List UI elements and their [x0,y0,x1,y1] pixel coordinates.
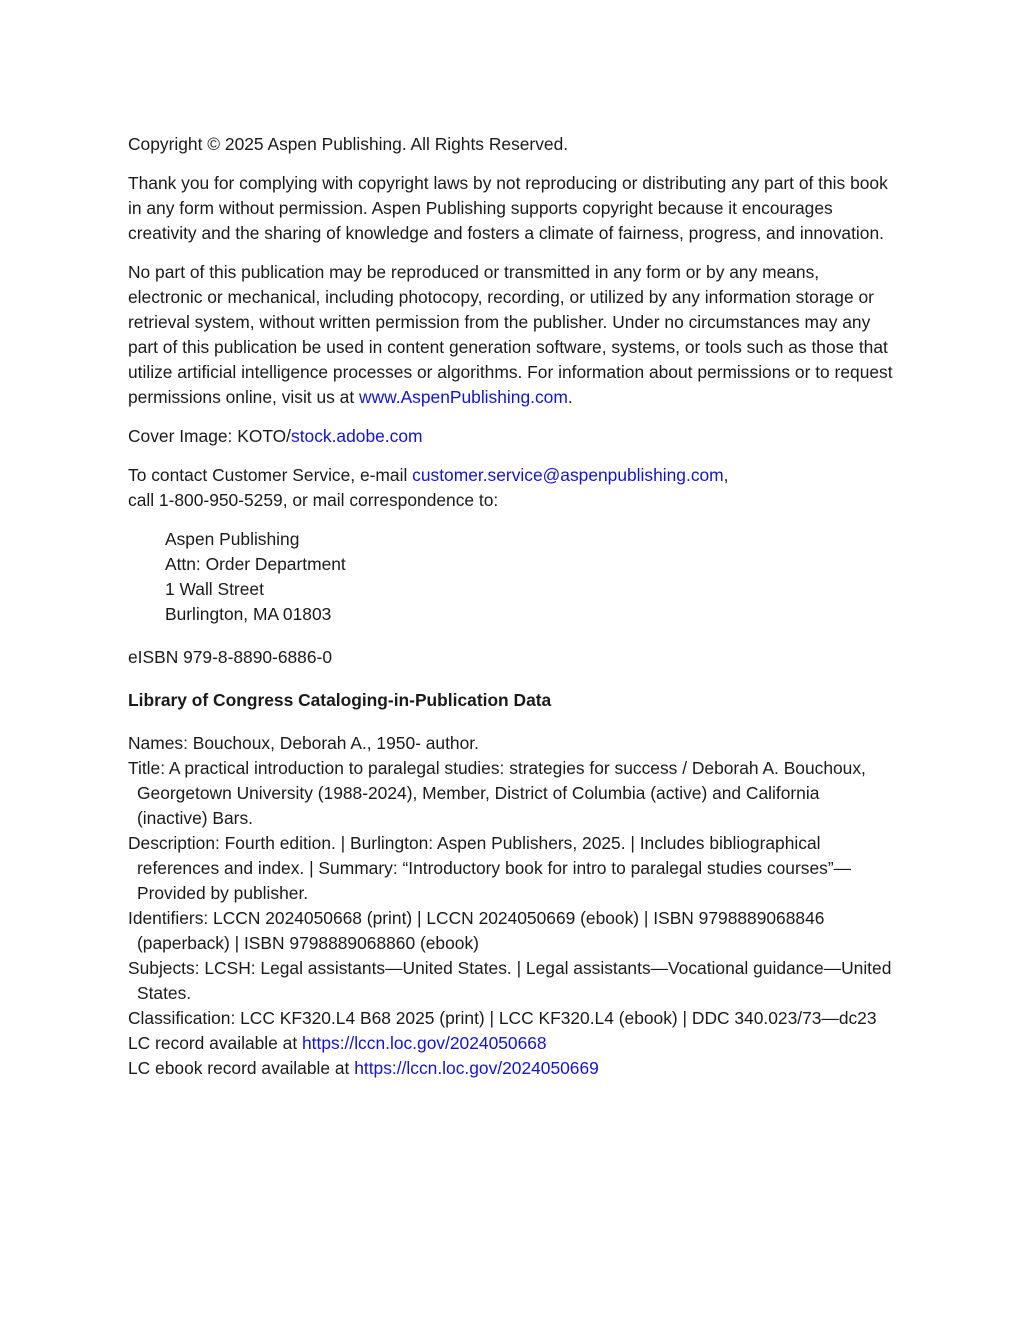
copyright-page [128,132,894,1081]
contact-prefix: To contact Customer Service, e-mail [128,465,413,485]
cover-credit-prefix: Cover Image: KOTO/ [128,426,292,446]
cip-title: Title: A practical introduction to paralegal studies: strategies for success / Deborah A. Bouchoux, Georgetown University (1988-2024), Member, District of Columbia (active) and California (inactive) Bars. [128,758,866,828]
cip-identifiers: Identifiers: LCCN 2024050668 (print) | LCCN 2024050669 (ebook) | ISBN 9798889068846 (paperback) | ISBN 9798889068860 (ebook) [128,908,825,953]
stock-adobe-link[interactable]: stock.adobe.com [291,426,423,446]
lc-ebook-record-link[interactable]: https://lccn.loc.gov/2024050669 [354,1058,599,1078]
copyright-line: Copyright © 2025 Aspen Publishing. All Rights Reserved. [128,134,569,154]
contact-comma: , [723,465,729,485]
cip-names: Names: Bouchoux, Deborah A., 1950- author. [128,733,479,753]
cip-lc-ebook-record [128,1056,894,1081]
cip-heading: Library of Congress Cataloging-in-Publication Data [128,690,552,710]
aspen-website-link[interactable]: www.AspenPublishing.com [359,387,568,407]
address-line: Aspen Publishing [165,529,300,549]
permissions-period: . [567,387,573,407]
address-line: 1 Wall Street [165,579,264,599]
cip-description: Description: Fourth edition. | Burlington: Aspen Publishers, 2025. | Includes bibliographical references and index. | Summary: “Introductory book for intro to paralegal studies courses”—Provided by publisher. [128,833,852,903]
cip-classification: Classification: LCC KF320.L4 B68 2025 (print) | LCC KF320.L4 (ebook) | DDC 340.023/73—dc23 [128,1008,877,1028]
cover-credit [128,424,894,449]
contact-paragraph [128,463,894,513]
lc-record-link[interactable]: https://lccn.loc.gov/2024050668 [302,1033,547,1053]
address-line: Burlington, MA 01803 [165,604,332,624]
contact-line-2: call 1-800-950-5259, or mail correspondence to: [128,490,499,510]
mailing-address [165,527,894,627]
eisbn: eISBN 979-8-8890-6886-0 [128,647,332,667]
thank-you-paragraph: Thank you for complying with copyright laws by not reproducing or distributing any part of this book in any form without permission. Aspen Publishing supports copyright because it encourages creativity and the sharing of knowledge and fosters a climate of fairness, progress, and innovation. [128,173,888,243]
cip-subjects: Subjects: LCSH: Legal assistants—United States. | Legal assistants—Vocational guidance—United States. [128,958,892,1003]
customer-service-email-link[interactable]: customer.service@aspenpublishing.com [412,465,724,485]
lc-record-prefix: LC record available at [128,1033,302,1053]
lc-ebook-record-prefix: LC ebook record available at [128,1058,355,1078]
permissions-text: No part of this publication may be reproduced or transmitted in any form or by any means, electronic or mechanical, including photocopy, recording, or utilized by any information storage or retrieval system, without written permission from the publisher. Under no circumstances may any part of this publication be used in content generation software, systems, or tools such as those that utilize artificial intelligence processes or algorithms. For information about permissions or to request permissions online, visit us at [128,262,893,407]
cip-block [128,731,894,1081]
address-line: Attn: Order Department [165,554,346,574]
permissions-paragraph [128,260,894,410]
cip-lc-record [128,1031,894,1056]
